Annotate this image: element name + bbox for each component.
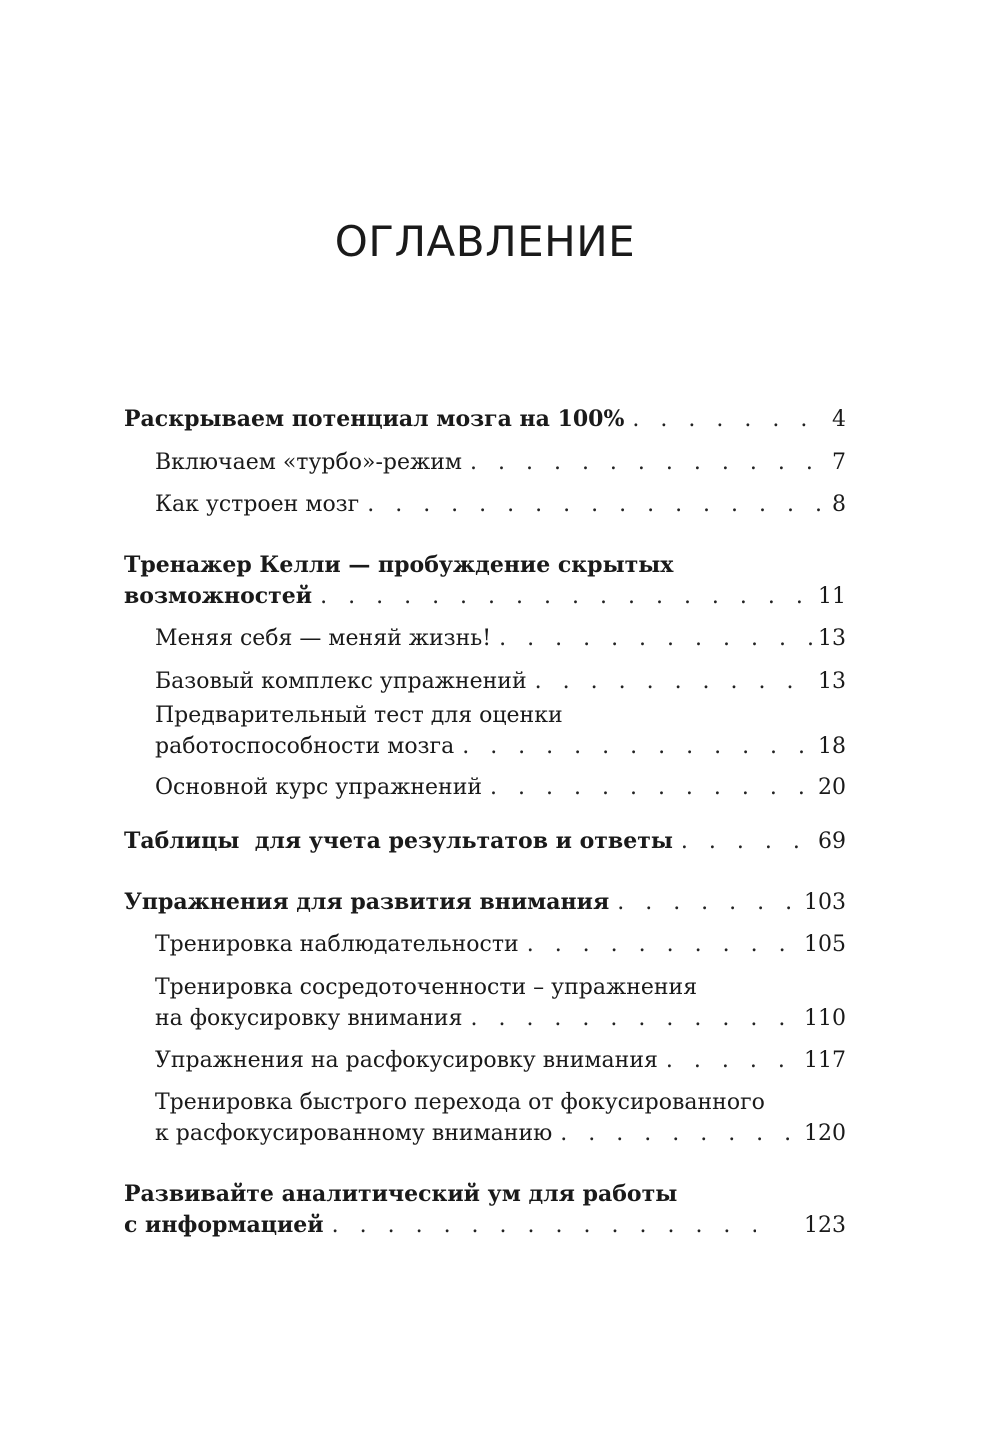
toc-entry-title: Базовый комплекс упражнений [155, 669, 527, 694]
dot-leader [632, 404, 826, 435]
toc-entry-title-line: Развивайте аналитический ум для работы [124, 1181, 678, 1207]
toc-entry-title: Упражнения на расфокусировку внимания [155, 1048, 658, 1073]
toc-page-number: 105 [804, 932, 846, 957]
toc-entry-section[interactable] [155, 772, 846, 803]
toc-entry-title: Упражнения для развития внимания [124, 889, 610, 915]
toc-page-number: 117 [804, 1048, 846, 1073]
toc-page-number: 123 [804, 1213, 846, 1238]
toc-entry-title-line: Тренировка сосредоточенности – упражнения [155, 975, 698, 1000]
toc-page-number: 4 [832, 407, 846, 432]
toc-entry-title: Основной курс упражнений [155, 775, 483, 800]
toc-entry-chapter[interactable] [124, 887, 846, 918]
dot-leader [666, 1045, 798, 1076]
toc-entry-section[interactable] [155, 447, 846, 478]
dot-leader [470, 447, 826, 478]
page-title: ОГЛАВЛЕНИЕ [334, 217, 636, 266]
toc-entry-title: Как устроен мозг [155, 492, 360, 517]
toc-entry-chapter[interactable] [124, 550, 846, 612]
toc-entry-section[interactable] [155, 623, 846, 654]
toc-entry-title-line: Предварительный тест для оценки [155, 703, 563, 728]
toc-entry-section[interactable] [155, 1045, 846, 1076]
toc-entry-title: Меняя себя — меняй жизнь! [155, 626, 492, 651]
toc-entry-title-line: на фокусировку внимания [155, 1006, 463, 1031]
toc-entry-section[interactable] [155, 972, 846, 1034]
toc-entry-section[interactable] [155, 929, 846, 960]
toc-entry-chapter[interactable] [124, 1179, 846, 1241]
toc-entry-title-line: Тренировка быстрого перехода от фокусированного [155, 1090, 765, 1115]
dot-leader [332, 1210, 756, 1241]
toc-entry-section[interactable] [155, 489, 846, 520]
dot-leader [367, 489, 826, 520]
dot-leader [320, 581, 812, 612]
toc-page-number: 69 [818, 829, 846, 854]
toc-entry-chapter[interactable] [124, 404, 846, 435]
toc-entry-section[interactable] [155, 666, 846, 697]
toc-page-number: 18 [818, 734, 846, 759]
toc-entry-title: Тренировка наблюдательности [155, 932, 519, 957]
toc-entry-title-line: работоспособности мозга [155, 734, 455, 759]
toc-page-number: 20 [818, 775, 846, 800]
toc-entry-title-line: к расфокусированному вниманию [155, 1121, 553, 1146]
toc-entry-chapter[interactable] [124, 826, 846, 857]
dot-leader [617, 887, 798, 918]
toc-entry-title-line: Тренажер Келли — пробуждение скрытых [124, 552, 674, 578]
toc-page-number: 8 [832, 492, 846, 517]
toc-page-number: 120 [804, 1121, 846, 1146]
dot-leader [527, 929, 798, 960]
dot-leader [490, 772, 812, 803]
toc-entry-title: Таблицы для учета результатов и ответы [124, 828, 673, 854]
dot-leader [560, 1118, 798, 1149]
toc-page-number: 110 [804, 1006, 846, 1031]
toc-entry-section[interactable] [155, 1087, 846, 1149]
toc-page-number: 11 [818, 584, 846, 609]
toc-entry-title: Раскрываем потенциал мозга на 100% [124, 406, 625, 432]
toc-page-number: 13 [818, 626, 846, 651]
toc-entry-title-line: возможностей [124, 583, 313, 609]
dot-leader [681, 826, 812, 857]
toc-entry-title-line: с информацией [124, 1212, 324, 1238]
dot-leader [470, 1003, 798, 1034]
toc-entry-section[interactable] [155, 700, 846, 762]
toc-page-number: 7 [832, 450, 846, 475]
dot-leader [535, 666, 812, 697]
toc-page-number: 103 [804, 890, 846, 915]
toc-page-number: 13 [818, 669, 846, 694]
dot-leader [462, 731, 812, 762]
dot-leader [499, 623, 812, 654]
toc-entry-title: Включаем «турбо»-режим [155, 450, 462, 475]
